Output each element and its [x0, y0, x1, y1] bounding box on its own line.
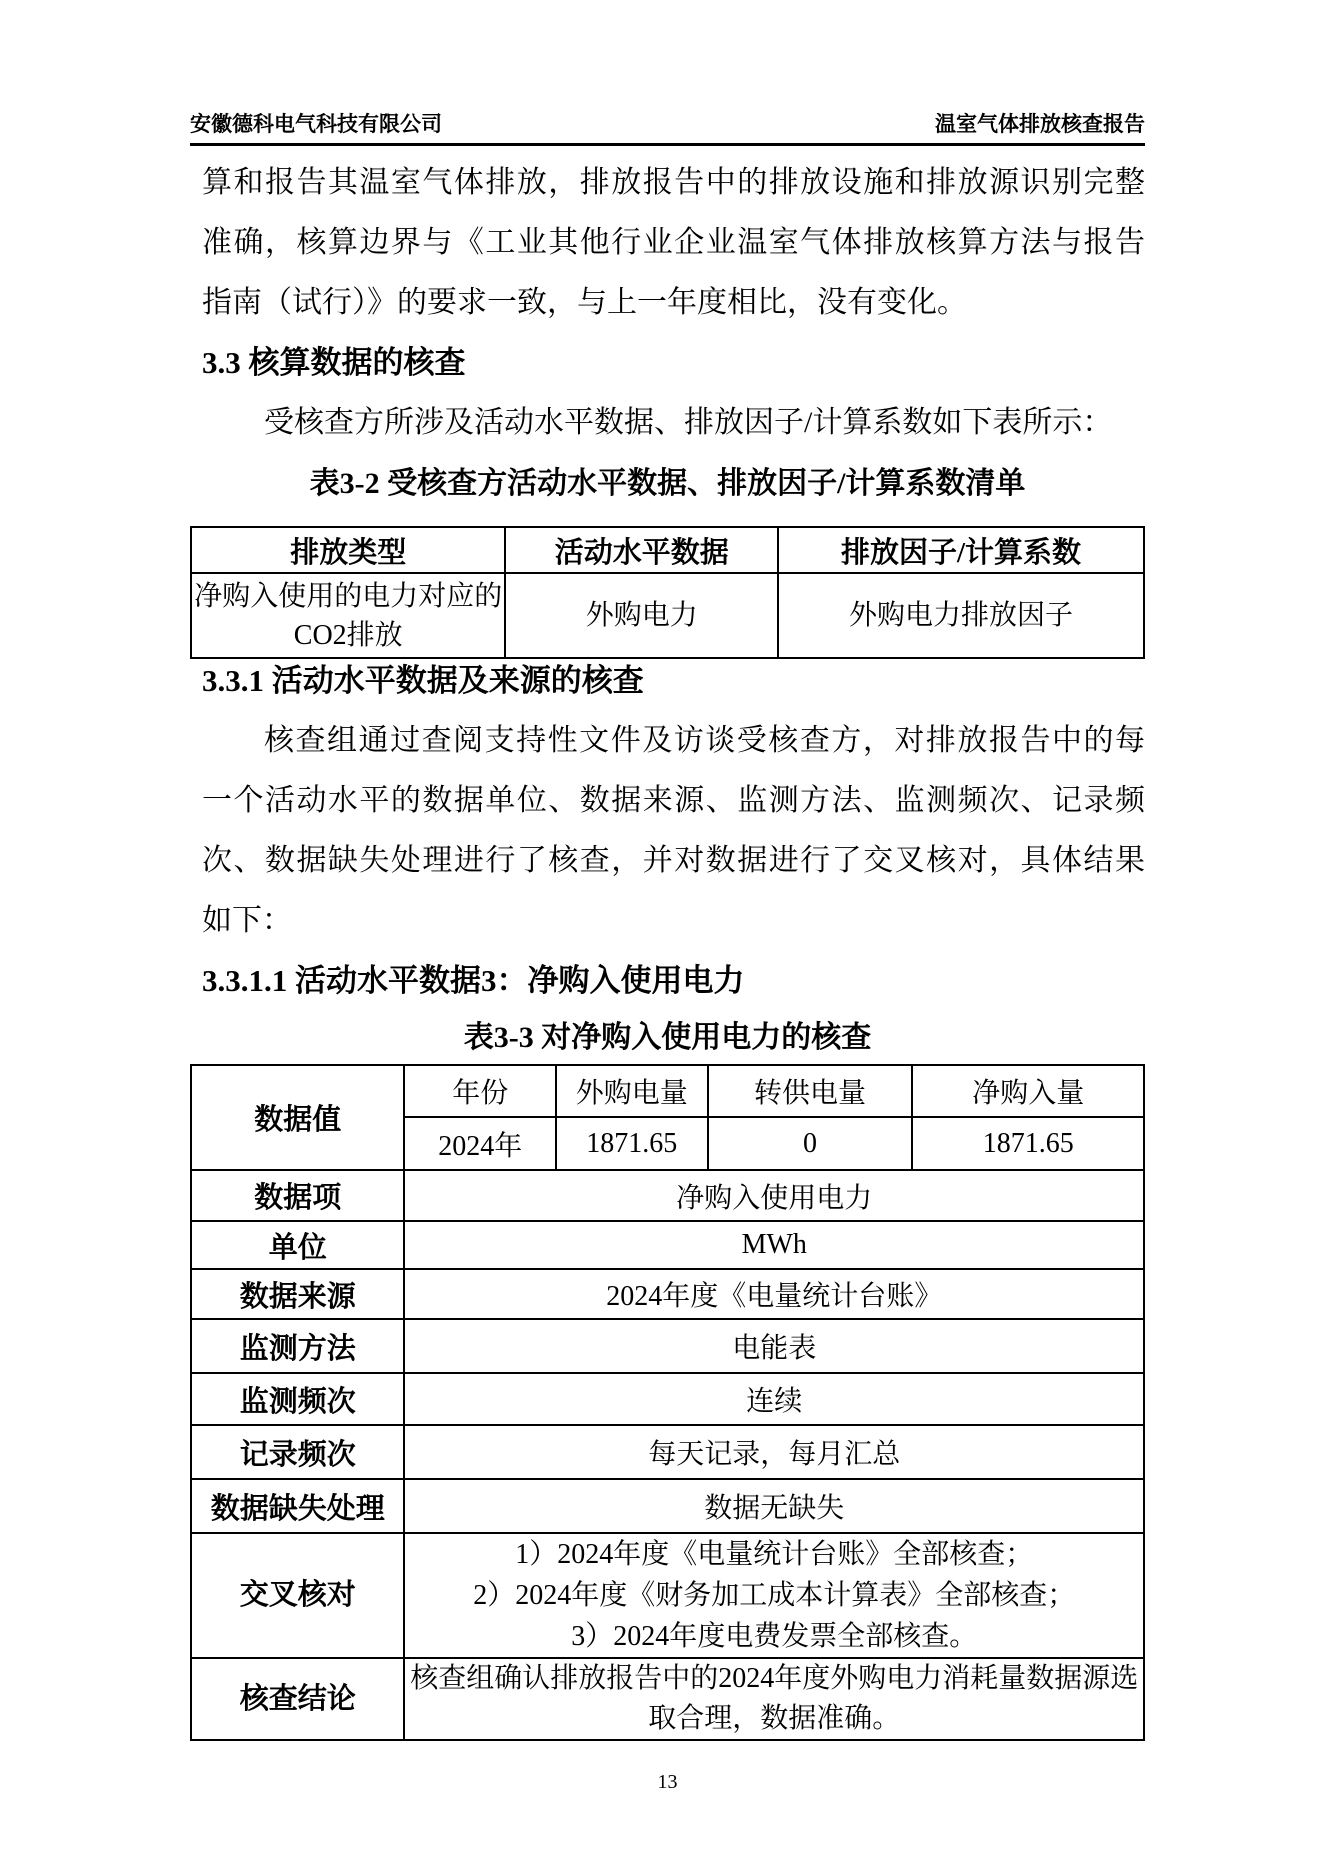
- cell-activity-data: 外购电力: [505, 573, 778, 658]
- col-header-transferred-electricity: 转供电量: [708, 1065, 913, 1117]
- table-row: [191, 1658, 1144, 1740]
- heading-3-3-1-1: 3.3.1.1 活动水平数据3：净购入使用电力: [202, 963, 745, 998]
- table-3-3-title: 表3-3 对净购入使用电力的核查: [463, 1021, 872, 1054]
- paragraph-line: 指南（试行）》的要求一致，与上一年度相比，没有变化。: [202, 286, 967, 319]
- cell-unit: MWh: [404, 1221, 1144, 1269]
- cell-purchased-value: 1871.65: [556, 1117, 708, 1170]
- label-unit: 单位: [191, 1221, 404, 1269]
- col-header-emission-factor: 排放因子/计算系数: [778, 527, 1144, 573]
- cross-check-item: 2）2024年度《财务加工成本计算表》全部核查；: [473, 1580, 1076, 1611]
- cell-data-item: 净购入使用电力: [404, 1170, 1144, 1221]
- table-row: [191, 1533, 1144, 1658]
- cross-check-item: 1）2024年度《电量统计台账》全部核查；: [515, 1539, 1034, 1570]
- cell-monitoring-frequency: 连续: [404, 1373, 1144, 1425]
- table-row: [191, 1221, 1144, 1269]
- cell-verification-conclusion: 核查组确认排放报告中的2024年度外购电力消耗量数据源选取合理，数据准确。: [404, 1658, 1144, 1740]
- cross-check-item: 3）2024年度电费发票全部核查。: [571, 1621, 978, 1652]
- cell-record-frequency: 每天记录，每月汇总: [404, 1425, 1144, 1479]
- page-header: [190, 0, 1145, 146]
- cell-data-source: 2024年度《电量统计台账》: [404, 1269, 1144, 1319]
- paragraph-line: 次、数据缺失处理进行了核查，并对数据进行了交叉核对，具体结果: [202, 844, 1145, 877]
- table-row: [191, 1269, 1144, 1319]
- table-row: [191, 573, 1144, 658]
- label-verification-conclusion: 核查结论: [191, 1658, 404, 1740]
- cell-year: 2024年: [404, 1117, 556, 1170]
- table-row: [191, 1170, 1144, 1221]
- label-cross-check: 交叉核对: [191, 1533, 404, 1658]
- paragraph-line: 准确，核算边界与《工业其他行业企业温室气体排放核算方法与报告: [202, 226, 1145, 259]
- cell-net-value: 1871.65: [912, 1117, 1144, 1170]
- col-header-purchased-electricity: 外购电量: [556, 1065, 708, 1117]
- paragraph-line: 一个活动水平的数据单位、数据来源、监测方法、监测频次、记录频: [202, 784, 1145, 817]
- table-row: [191, 527, 1144, 573]
- label-monitoring-method: 监测方法: [191, 1319, 404, 1373]
- table-row: [191, 1425, 1144, 1479]
- paragraph-table-intro: 受核查方所涉及活动水平数据、排放因子/计算系数如下表所示：: [264, 406, 1113, 439]
- paragraph-line: 核查组通过查阅支持性文件及访谈受核查方，对排放报告中的每: [264, 724, 1145, 757]
- cell-emission-factor: 外购电力排放因子: [778, 573, 1144, 658]
- page-content: [190, 0, 1145, 1794]
- label-record-frequency: 记录频次: [191, 1425, 404, 1479]
- cell-monitoring-method: 电能表: [404, 1319, 1144, 1373]
- table-3-3: [190, 1064, 1145, 1741]
- heading-3-3-1: 3.3.1 活动水平数据及来源的核查: [202, 663, 644, 698]
- paragraph-accounting-boundary: [190, 153, 1145, 333]
- header-company-name: 安徽德科电气科技有限公司: [190, 112, 442, 136]
- col-header-net-purchased: 净购入量: [912, 1065, 1144, 1117]
- label-monitoring-frequency: 监测频次: [191, 1373, 404, 1425]
- table-row: [191, 1479, 1144, 1533]
- cell-transferred-value: 0: [708, 1117, 913, 1170]
- col-header-activity-data: 活动水平数据: [505, 527, 778, 573]
- table-3-2: [190, 526, 1145, 659]
- paragraph-line: 如下：: [202, 904, 292, 937]
- cell-emission-type: 净购入使用的电力对应的CO2排放: [191, 573, 505, 658]
- label-data-item: 数据项: [191, 1170, 404, 1221]
- header-report-title: 温室气体排放核查报告: [935, 112, 1145, 136]
- label-data-value: 数据值: [191, 1065, 404, 1170]
- col-header-year: 年份: [404, 1065, 556, 1117]
- label-missing-data-handling: 数据缺失处理: [191, 1479, 404, 1533]
- paragraph-line: 算和报告其温室气体排放，排放报告中的排放设施和排放源识别完整: [202, 166, 1145, 199]
- table-3-2-title: 表3-2 受核查方活动水平数据、排放因子/计算系数清单: [309, 467, 1026, 500]
- label-data-source: 数据来源: [191, 1269, 404, 1319]
- col-header-emission-type: 排放类型: [191, 527, 505, 573]
- cell-cross-check: [404, 1533, 1144, 1658]
- table-row: [191, 1319, 1144, 1373]
- page-number: 13: [657, 1771, 678, 1793]
- cell-missing-data-handling: 数据无缺失: [404, 1479, 1144, 1533]
- table-row: [191, 1065, 1144, 1117]
- paragraph-verification-process: [190, 711, 1145, 951]
- table-row: [191, 1373, 1144, 1425]
- heading-3-3: 3.3 核算数据的核查: [202, 345, 466, 380]
